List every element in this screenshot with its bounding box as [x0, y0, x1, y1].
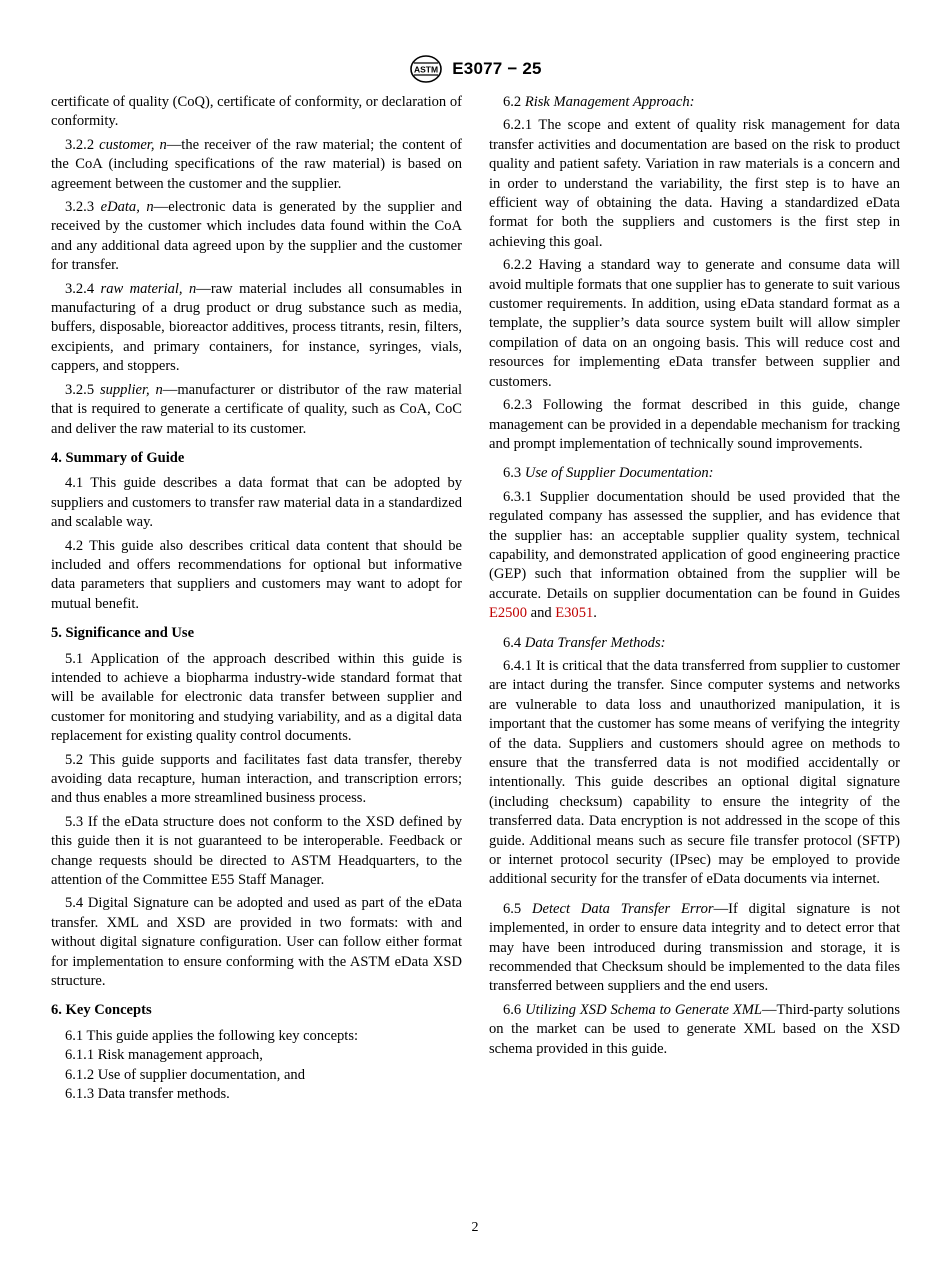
subsection-heading-6-2: 6.2 Risk Management Approach:	[503, 94, 695, 110]
paragraph-6-1-1: 6.1.1 Risk management approach,	[65, 1047, 263, 1064]
paragraph-5-1: 5.1 Application of the approach described within this guide is intended to achieve a biopharma industry-wide standard format that will be available for electronic data transfer between supplier and customer for monitoring and studying variability, and as a digital data replacement for existing quality control documents.	[51, 650, 462, 745]
page-header	[0, 54, 950, 84]
section-heading-significance: 5. Significance and Use	[51, 625, 195, 642]
paragraph-6-2-2: 6.2.2 Having a standard way to generate and consume data will avoid multiple formats that one supplier has to generate to suit various customer requirements. In addition, using eData standard format as a template, the supplier’s data source system built will allow simpler compilation of data on an ongoing basis. This will reduce cost and resources for implementing eData transfer between supplier and customers.	[489, 257, 900, 390]
svg-text:ASTM: ASTM	[414, 64, 439, 75]
paragraph-6-2-1: 6.2.1 The scope and extent of quality risk management for data transfer activities and documentation are based on the risk to product quality and patient safety. Variation in raw materials is a concern and in order to understand the variability, the first step is to have an efficient way of obtaining the data. Having a standardized eData format for both the suppliers and customers is the first step in achieving this goal.	[489, 117, 900, 250]
left-column	[51, 93, 462, 1105]
paragraph-6-1-3: 6.1.3 Data transfer methods.	[65, 1086, 230, 1103]
subsection-heading-6-3: 6.3 Use of Supplier Documentation:	[503, 465, 714, 482]
right-column	[489, 93, 900, 1063]
definition-customer: 3.2.2 customer, n—the receiver of the raw material; the content of the CoA (including specifications of the raw material) is based on agreement between the customer and the supplier.	[51, 136, 463, 192]
section-heading-summary: 4. Summary of Guide	[51, 449, 185, 466]
standard-designation: E3077 − 25	[452, 59, 542, 78]
paragraph-6-3-1: 6.3.1 Supplier documentation should be used provided that the regulated company has assessed the supplier, and has evidence that the supplier has: an acceptable supplier quality system, technical capability, and demonstrated application of good engineering practice (GEP) such that information obtained from the supplier will be accurate. Details on supplier documentation can be found in Guides E2500 and E3051.	[489, 488, 900, 622]
section-heading-key-concepts: 6. Key Concepts	[51, 1002, 152, 1019]
definition-supplier: 3.2.5 supplier, n—manufacturer or distributor of the raw material that is required to generate a certificate of quality, such as CoA, CoC and deliver the raw material to its customer.	[51, 381, 462, 437]
paragraph-coq-continuation: certificate of quality (CoQ), certificate of conformity, or declaration of conformity.	[51, 94, 462, 130]
paragraph-5-2: 5.2 This guide supports and facilitates fast data transfer, thereby avoiding data recapture, human interaction, and transcription errors; and thus enables a more streamlined business process.	[51, 751, 462, 807]
link-e2500[interactable]: E2500	[489, 605, 527, 622]
astm-logo-icon	[408, 54, 444, 84]
paragraph-6-2-3: 6.2.3 Following the format described in this guide, change management can be provided in a dependable mechanism for tracking and prompt implementation of technically sound improvements.	[489, 397, 900, 452]
paragraph-6-4-1: 6.4.1 It is critical that the data transferred from supplier to customer are intact during the transfer. Since computer systems and networks are vulnerable to data loss and unauthorized manipulation, it is important that the customer has some means of verifying the integrity of the data. Suppliers and customers should agree on methods to ensure that the transferred data is not modified accidentally or intentionally. This guide describes an optional digital signature (including checksum) capability to ensure the integrity of the transferred data. Data encryption is not addressed in the scope of this guide. Additional means such as secure file transfer protocol (SFTP) or internet protocol security (IPsec) may be employed to provide additional security for the transfer of eData documents via internet.	[489, 657, 900, 888]
paragraph-6-1-2: 6.1.2 Use of supplier documentation, and	[65, 1066, 305, 1083]
definition-raw-material: 3.2.4 raw material, n—raw material includes all consumables in manufacturing of a drug product or drug substance such as media, buffers, disposable, bioreactor additives, process titrants, resin, filters, excipients, and primary containers, for instance, syringes, vials, cappers, and stoppers.	[51, 280, 462, 375]
paragraph-6-5: 6.5 Detect Data Transfer Error—If digital signature is not implemented, in order to ensure data integrity and to detect error that may have been introduced during transmission and storage, it is recommended that Checksum should be implemented to the data files transferred between suppliers and the end users.	[489, 900, 900, 995]
page-number: 2	[471, 1220, 479, 1235]
paragraph-6-6: 6.6 Utilizing XSD Schema to Generate XML—Third-party solutions on the market can be used to generate XML based on the XSD schema provided in this guide.	[489, 1001, 900, 1057]
subsection-heading-6-4: 6.4 Data Transfer Methods:	[503, 634, 666, 651]
definition-edata: 3.2.3 eData, n—electronic data is generated by the supplier and received by the customer which includes data found within the CoA and any additional data agreed upon by the supplier and the customer for transfer.	[51, 199, 462, 274]
paragraph-4-2: 4.2 This guide also describes critical data content that should be included and offers recommendations for optional but informative data parameters that suppliers and customers may want to adopt for mutual benefit.	[51, 537, 462, 612]
paragraph-5-4: 5.4 Digital Signature can be adopted and used as part of the eData transfer. XML and XSD are provided in two formats: with and without digital signature configuration. User can follow either format for implementation to ensure conforming with the ASTM eData XSD structure.	[51, 895, 462, 990]
link-e3051[interactable]: E3051	[555, 605, 594, 622]
paragraph-6-1: 6.1 This guide applies the following key concepts:	[65, 1027, 359, 1044]
paragraph-4-1: 4.1 This guide describes a data format that can be adopted by suppliers and customers to transfer raw material data in a standardized and scalable way.	[51, 475, 462, 531]
paragraph-5-3: 5.3 If the eData structure does not conform to the XSD defined by this guide then it is not guaranteed to be interoperable. Feedback or change requests should be directed to ASTM Headquarters, to the attention of the Committee E55 Staff Manager.	[51, 813, 462, 889]
